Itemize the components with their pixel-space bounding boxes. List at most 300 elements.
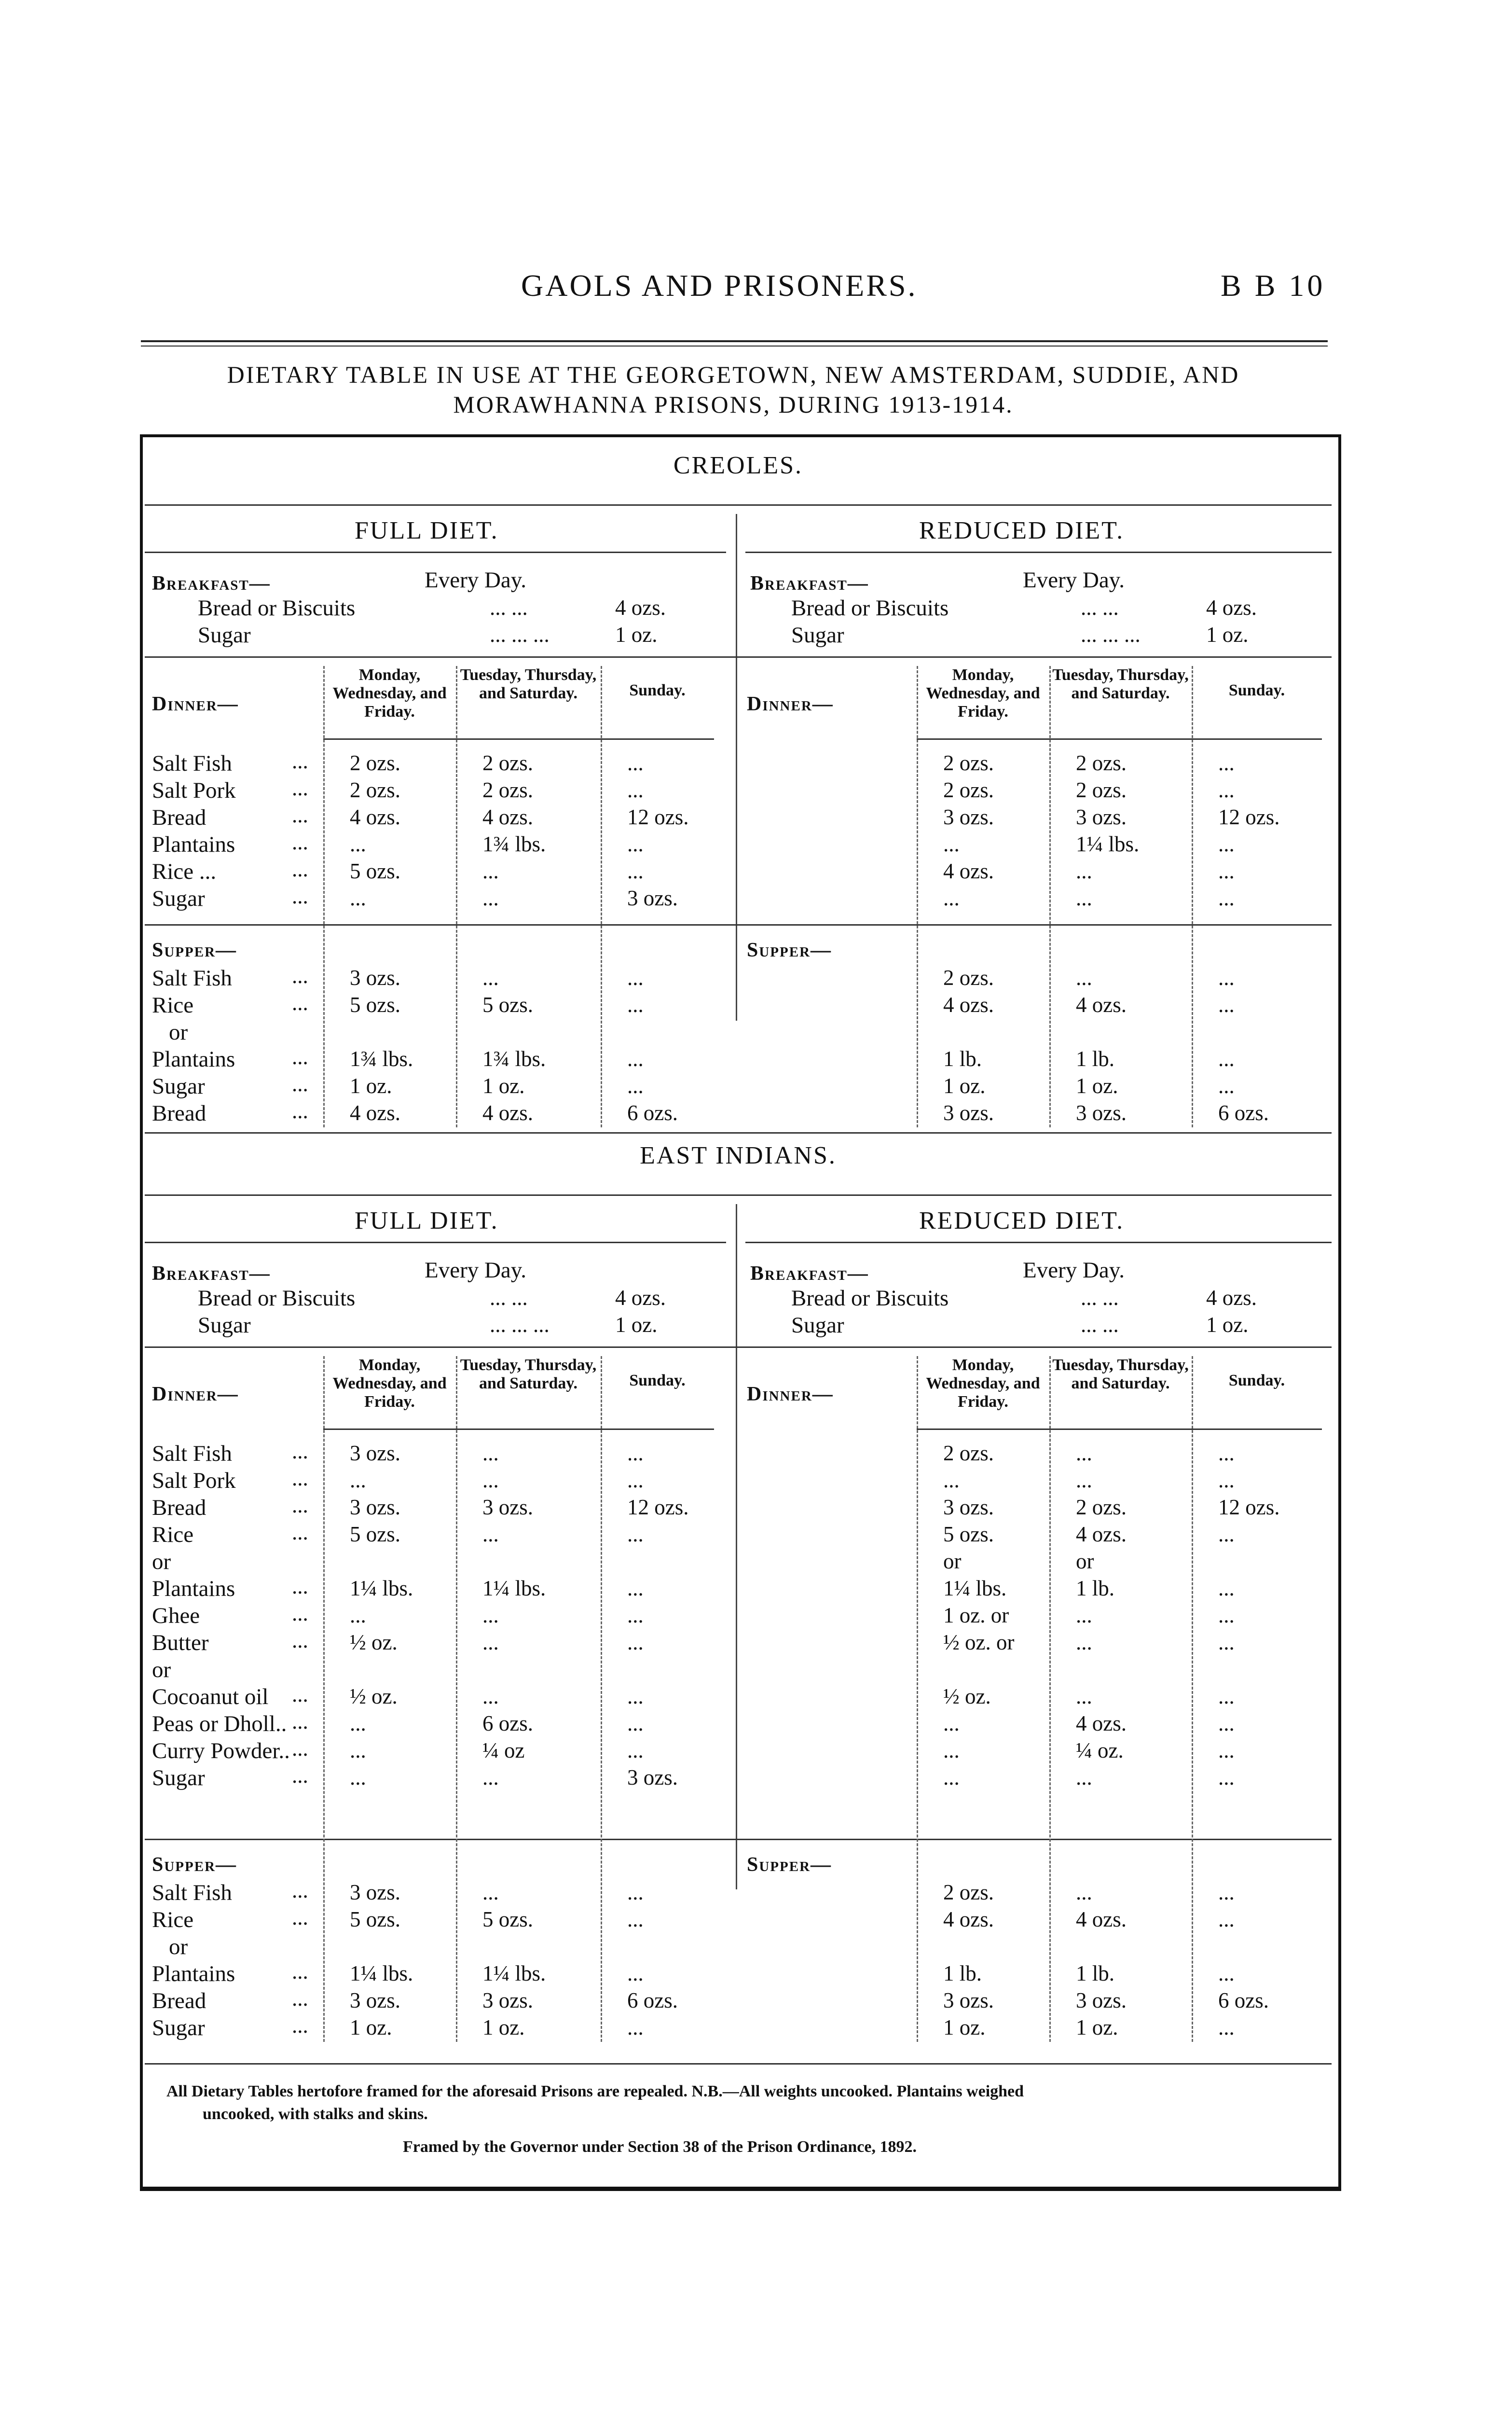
east_indians-full-dinner-5-1: 1¼ lbs. bbox=[350, 1576, 413, 1600]
east_indians-full-dinner-5-2: 1¼ lbs. bbox=[482, 1576, 546, 1600]
creoles-full_breakfast-value-0: 4 ozs. bbox=[615, 596, 666, 620]
east_indians-full-diet-title: FULL DIET. bbox=[355, 1207, 499, 1234]
east_indians-full-dinner-label: Dinner— bbox=[152, 1383, 239, 1405]
creoles-reduced-supper-label: Supper— bbox=[747, 939, 832, 961]
running-head: GAOLS AND PRISONERS. bbox=[521, 268, 918, 303]
east_indians-full-dinner-item-2: Bread bbox=[152, 1495, 206, 1520]
east_indians-full-dinner-3-3: ... bbox=[627, 1522, 644, 1546]
east_indians-reduced-dinner-5-0: 1¼ lbs. bbox=[943, 1576, 1007, 1600]
creoles-full-dinner-item-3: Plantains bbox=[152, 832, 235, 857]
creoles-dinner-header-rule-right bbox=[917, 738, 1322, 740]
east_indians-reduced-supper-4-2: ... bbox=[1218, 2015, 1235, 2039]
creoles-full-supper-dots-4: ... bbox=[292, 1099, 308, 1123]
east_indians-full-supper-0-2: ... bbox=[482, 1880, 499, 1904]
creoles-reduced_breakfast-item-1: Sugar bbox=[791, 623, 844, 648]
east_indians-full_breakfast-value-1: 1 oz. bbox=[615, 1313, 658, 1337]
east_indians-full-dinner-0-1: 3 ozs. bbox=[350, 1441, 400, 1465]
creoles-full-dinner-item-4: Rice ... bbox=[152, 859, 217, 884]
creoles-full-dinner-5-1: ... bbox=[350, 886, 366, 910]
east_indians-reduced-supper-2-0: 1 lb. bbox=[943, 1961, 982, 1985]
east_indians-full-col-line-0 bbox=[323, 1356, 325, 2042]
creoles-reduced_breakfast-value-1: 1 oz. bbox=[1206, 623, 1249, 647]
east_indians-reduced-dinner-9-2: ... bbox=[1218, 1684, 1235, 1708]
creoles-full-dinner-5-2: ... bbox=[482, 886, 499, 910]
east_indians-full-dinner-9-2: ... bbox=[482, 1684, 499, 1708]
creoles-full-dinner-1-1: 2 ozs. bbox=[350, 778, 400, 802]
creoles-full-supper-0-2: ... bbox=[482, 966, 499, 990]
creoles-full-dinner-dots-3: ... bbox=[292, 830, 308, 854]
creoles-full-supper-0-1: 3 ozs. bbox=[350, 966, 400, 990]
east_indians-full-supper-label: Supper— bbox=[152, 1854, 237, 1876]
east_indians-reduced-dinner-4-0: or bbox=[943, 1549, 962, 1573]
east_indians-reduced-dinner-label: Dinner— bbox=[747, 1383, 834, 1405]
east_indians-full-dinner-item-1: Salt Pork bbox=[152, 1468, 236, 1493]
east_indians-reduced-dinner-7-1: ... bbox=[1076, 1630, 1092, 1654]
east_indians-reduced-supper-1-0: 4 ozs. bbox=[943, 1907, 994, 1931]
creoles-full-dinner-5-3: 3 ozs. bbox=[627, 886, 678, 910]
creoles-full-supper-3-2: 1 oz. bbox=[482, 1074, 525, 1098]
table-title-line-1: DIETARY TABLE IN USE AT THE GEORGETOWN, NEW AMSTERDAM, SUDDIE, AND bbox=[227, 361, 1240, 388]
creoles-full-supper-3-3: ... bbox=[627, 1074, 644, 1098]
creoles-reduced-dinner-2-2: 12 ozs. bbox=[1218, 805, 1280, 829]
east_indians-full-dinner-dots-6: ... bbox=[292, 1601, 308, 1625]
east_indians-full-supper-item-4: Sugar bbox=[152, 2015, 205, 2040]
creoles-reduced-supper-4-1: 3 ozs. bbox=[1076, 1101, 1127, 1125]
east_indians-reduced-dinner-5-1: 1 lb. bbox=[1076, 1576, 1115, 1600]
page-reference: B B 10 bbox=[1221, 268, 1326, 303]
east_indians-full-dinner-10-2: 6 ozs. bbox=[482, 1711, 533, 1735]
east_indians-reduced-dinner-2-2: 12 ozs. bbox=[1218, 1495, 1280, 1519]
east_indians-full-dinner-dots-12: ... bbox=[292, 1763, 308, 1788]
top-rule-2 bbox=[141, 346, 1328, 347]
creoles-full-dinner-1-2: 2 ozs. bbox=[482, 778, 533, 802]
east_indians-reduced-supper-label: Supper— bbox=[747, 1854, 832, 1876]
east_indians-full-dinner-item-0: Salt Fish bbox=[152, 1441, 232, 1466]
creoles-full-dinner-2-2: 4 ozs. bbox=[482, 805, 533, 829]
east_indians-title-rule bbox=[145, 1194, 1332, 1196]
creoles-full-col-line-2 bbox=[601, 666, 602, 1127]
east_indians-reduced_breakfast-label: Breakfast— bbox=[750, 1262, 869, 1285]
creoles-full-colhead-1: Tuesday, Thursday, and Saturday. bbox=[460, 666, 597, 702]
east_indians-reduced-supper-3-2: 6 ozs. bbox=[1218, 1988, 1269, 2012]
creoles-reduced-dinner-4-1: ... bbox=[1076, 859, 1092, 883]
east_indians-full-dinner-dots-11: ... bbox=[292, 1736, 308, 1761]
east_indians-full-supper-item-0: Salt Fish bbox=[152, 1880, 232, 1905]
east_indians-full-supper-3-2: 3 ozs. bbox=[482, 1988, 533, 2012]
east_indians-full-dinner-2-3: 12 ozs. bbox=[627, 1495, 689, 1519]
creoles-full_breakfast-value-1: 1 oz. bbox=[615, 623, 658, 647]
east_indians-full-dinner-11-1: ... bbox=[350, 1738, 366, 1762]
east_indians-reduced-dinner-2-0: 3 ozs. bbox=[943, 1495, 994, 1519]
creoles-full-supper-item-4: Bread bbox=[152, 1101, 206, 1126]
east_indians-full-dinner-dots-10: ... bbox=[292, 1709, 308, 1733]
creoles-full-supper-dots-2: ... bbox=[292, 1045, 308, 1069]
east_indians-full-dinner-item-4: or bbox=[152, 1549, 171, 1574]
creoles-full-dinner-0-2: 2 ozs. bbox=[482, 751, 533, 775]
creoles-reduced_breakfast-item-0: Bread or Biscuits bbox=[791, 596, 949, 621]
table-title-line-2: MORAWHANNA PRISONS, DURING 1913-1914. bbox=[453, 391, 1014, 418]
creoles-full-dinner-1-3: ... bbox=[627, 778, 644, 802]
east_indians-reduced-supper-2-2: ... bbox=[1218, 1961, 1235, 1985]
east_indians-full-dinner-11-3: ... bbox=[627, 1738, 644, 1762]
east_indians-reduced-colhead-1: Tuesday, Thursday, and Saturday. bbox=[1052, 1356, 1189, 1392]
creoles-diet-rule-left bbox=[145, 552, 726, 553]
east_indians-full-supper-1-1: 5 ozs. bbox=[350, 1907, 400, 1931]
east_indians-full-supper-2-2: 1¼ lbs. bbox=[482, 1961, 546, 1985]
east_indians-full-supper-1-2: 5 ozs. bbox=[482, 1907, 533, 1931]
east_indians-full-dinner-item-12: Sugar bbox=[152, 1765, 205, 1790]
creoles-section-title: CREOLES. bbox=[673, 452, 803, 479]
creoles-full-supper-0-3: ... bbox=[627, 966, 644, 990]
east_indians-full-dinner-7-2: ... bbox=[482, 1630, 499, 1654]
east_indians-full-dinner-0-2: ... bbox=[482, 1441, 499, 1465]
east_indians-full-supper-1-3: ... bbox=[627, 1907, 644, 1931]
east_indians-reduced-diet-title: REDUCED DIET. bbox=[919, 1207, 1125, 1234]
creoles-full-colhead-0: Monday, Wednesday, and Friday. bbox=[332, 666, 447, 721]
east_indians-full-supper-2-3: ... bbox=[627, 1961, 644, 1985]
creoles-reduced-dinner-2-1: 3 ozs. bbox=[1076, 805, 1127, 829]
creoles-full_breakfast-day: Every Day. bbox=[425, 568, 526, 593]
creoles-full-dinner-3-1: ... bbox=[350, 832, 366, 856]
creoles-reduced_breakfast-label: Breakfast— bbox=[750, 572, 869, 595]
creoles-diet-rule-right bbox=[745, 552, 1332, 553]
creoles-reduced-dinner-4-0: 4 ozs. bbox=[943, 859, 994, 883]
creoles-full-dinner-2-3: 12 ozs. bbox=[627, 805, 689, 829]
east_indians-full-dinner-2-1: 3 ozs. bbox=[350, 1495, 400, 1519]
creoles-full-dinner-dots-2: ... bbox=[292, 803, 308, 827]
creoles-full-dinner-4-1: 5 ozs. bbox=[350, 859, 400, 883]
footnote-line-3: Framed by the Governor under Section 38 of the Prison Ordinance, 1892. bbox=[403, 2138, 917, 2156]
creoles-full-supper-2-3: ... bbox=[627, 1047, 644, 1071]
east_indians-reduced-dinner-11-2: ... bbox=[1218, 1738, 1235, 1762]
east_indians-full-dinner-7-3: ... bbox=[627, 1630, 644, 1654]
creoles-full-dinner-dots-5: ... bbox=[292, 884, 308, 908]
creoles-reduced_breakfast-day: Every Day. bbox=[1023, 568, 1125, 593]
east_indians-full-dinner-9-1: ½ oz. bbox=[350, 1684, 398, 1708]
east_indians-full_breakfast-item-1: Sugar bbox=[198, 1313, 251, 1338]
creoles-reduced-supper-1-2: ... bbox=[1218, 993, 1235, 1017]
creoles-reduced-col-line-0 bbox=[917, 666, 918, 1127]
east_indians-full-supper-item-1: Rice bbox=[152, 1907, 194, 1932]
east_indians-reduced-supper-2-1: 1 lb. bbox=[1076, 1961, 1115, 1985]
creoles-reduced-dinner-0-0: 2 ozs. bbox=[943, 751, 994, 775]
east_indians-reduced-supper-1-2: ... bbox=[1218, 1907, 1235, 1931]
creoles-full-supper-dots-0: ... bbox=[292, 964, 308, 988]
creoles-reduced-dinner-3-2: ... bbox=[1218, 832, 1235, 856]
east_indians-reduced_breakfast-value-1: 1 oz. bbox=[1206, 1313, 1249, 1337]
east_indians-reduced-supper-3-0: 3 ozs. bbox=[943, 1988, 994, 2012]
east_indians-full-supper-dots-2: ... bbox=[292, 1959, 308, 1983]
creoles-full-dinner-3-3: ... bbox=[627, 832, 644, 856]
creoles-reduced-dinner-5-2: ... bbox=[1218, 886, 1235, 910]
east_indians-full-supper-3-3: 6 ozs. bbox=[627, 1988, 678, 2012]
east_indians-reduced-dinner-3-2: ... bbox=[1218, 1522, 1235, 1546]
east_indians-breakfast-rule bbox=[145, 1346, 1332, 1348]
creoles-full-col-line-0 bbox=[323, 666, 325, 1127]
east_indians-full-dinner-12-1: ... bbox=[350, 1765, 366, 1789]
east_indians-reduced-dinner-12-0: ... bbox=[943, 1765, 960, 1789]
east_indians-full-dinner-3-1: 5 ozs. bbox=[350, 1522, 400, 1546]
creoles-full-supper-1-1: 5 ozs. bbox=[350, 993, 400, 1017]
creoles-reduced_breakfast-value-0: 4 ozs. bbox=[1206, 596, 1257, 620]
east_indians-reduced-supper-0-2: ... bbox=[1218, 1880, 1235, 1904]
east_indians-section-title: EAST INDIANS. bbox=[640, 1142, 837, 1169]
creoles-reduced-supper-3-0: 1 oz. bbox=[943, 1074, 986, 1098]
creoles-reduced-diet-title: REDUCED DIET. bbox=[919, 517, 1125, 544]
creoles-reduced-dinner-5-1: ... bbox=[1076, 886, 1092, 910]
east_indians-reduced-supper-4-0: 1 oz. bbox=[943, 2015, 986, 2039]
creoles-full-supper-1-2: 5 ozs. bbox=[482, 993, 533, 1017]
creoles-reduced-colhead-2: Sunday. bbox=[1228, 681, 1285, 699]
east_indians-full-dinner-5-3: ... bbox=[627, 1576, 644, 1600]
creoles-reduced-supper-4-0: 3 ozs. bbox=[943, 1101, 994, 1125]
east_indians-full-dinner-item-11: Curry Powder.. bbox=[152, 1738, 290, 1763]
east_indians-full-dinner-7-1: ½ oz. bbox=[350, 1630, 398, 1654]
east_indians-full-dinner-1-3: ... bbox=[627, 1468, 644, 1492]
east_indians-full_breakfast-dots-0: ... ... bbox=[490, 1286, 528, 1310]
east_indians-reduced-dinner-6-0: 1 oz. or bbox=[943, 1603, 1009, 1627]
creoles-full-supper-4-1: 4 ozs. bbox=[350, 1101, 400, 1125]
creoles-supper-rule bbox=[145, 924, 1332, 926]
creoles-reduced-supper-3-2: ... bbox=[1218, 1074, 1235, 1098]
east_indians-diet-rule-left bbox=[145, 1242, 726, 1243]
east_indians-full-dinner-dots-7: ... bbox=[292, 1628, 308, 1652]
creoles-full-supper-dots-1: ... bbox=[292, 991, 308, 1015]
east_indians-full-colhead-1: Tuesday, Thursday, and Saturday. bbox=[460, 1356, 597, 1392]
creoles-full-supper-2-1: 1¾ lbs. bbox=[350, 1047, 413, 1071]
east_indians-reduced-dinner-12-1: ... bbox=[1076, 1765, 1092, 1789]
creoles-full-dinner-item-2: Bread bbox=[152, 805, 206, 830]
creoles-reduced-supper-3-1: 1 oz. bbox=[1076, 1074, 1118, 1098]
creoles-full-dinner-item-0: Salt Fish bbox=[152, 751, 232, 776]
creoles-full-supper-item-3: Sugar bbox=[152, 1074, 205, 1099]
east_indians-reduced_breakfast-day: Every Day. bbox=[1023, 1258, 1125, 1283]
creoles-full-supper-2-2: 1¾ lbs. bbox=[482, 1047, 546, 1071]
creoles-title-rule bbox=[145, 504, 1332, 506]
creoles-full-supper-item-0: Salt Fish bbox=[152, 966, 232, 991]
east_indians-reduced-dinner-5-2: ... bbox=[1218, 1576, 1235, 1600]
east_indians-full-supper-dots-3: ... bbox=[292, 1986, 308, 2011]
east_indians-reduced-dinner-6-2: ... bbox=[1218, 1603, 1235, 1627]
creoles-reduced-supper-4-2: 6 ozs. bbox=[1218, 1101, 1269, 1125]
east_indians-full-colhead-0: Monday, Wednesday, and Friday. bbox=[332, 1356, 447, 1411]
east_indians-full-dinner-2-2: 3 ozs. bbox=[482, 1495, 533, 1519]
east_indians-reduced-dinner-7-2: ... bbox=[1218, 1630, 1235, 1654]
creoles-full-supper-1-3: ... bbox=[627, 993, 644, 1017]
east_indians-reduced-dinner-0-2: ... bbox=[1218, 1441, 1235, 1465]
east_indians-full-dinner-12-2: ... bbox=[482, 1765, 499, 1789]
east_indians-full-dinner-item-8: or bbox=[152, 1657, 171, 1682]
creoles-full_breakfast-dots-1: ... ... ... bbox=[490, 623, 550, 647]
creoles-full-dinner-0-1: 2 ozs. bbox=[350, 751, 400, 775]
east_indians-full-dinner-6-2: ... bbox=[482, 1603, 499, 1627]
creoles-full-supper-4-2: 4 ozs. bbox=[482, 1101, 533, 1125]
creoles-reduced-supper-0-0: 2 ozs. bbox=[943, 966, 994, 990]
east_indians-reduced-dinner-9-1: ... bbox=[1076, 1684, 1092, 1708]
creoles-full-dinner-dots-1: ... bbox=[292, 776, 308, 800]
east_indians-reduced-dinner-11-1: ¼ oz. bbox=[1076, 1738, 1124, 1762]
creoles-full-dinner-item-1: Salt Pork bbox=[152, 778, 236, 803]
east_indians-reduced-col-line-2 bbox=[1192, 1356, 1193, 2042]
creoles-dinner-header-rule-left bbox=[323, 738, 714, 740]
creoles-reduced-supper-1-0: 4 ozs. bbox=[943, 993, 994, 1017]
creoles-reduced_breakfast-dots-1: ... ... ... bbox=[1081, 623, 1141, 647]
east_indians-reduced_breakfast-value-0: 4 ozs. bbox=[1206, 1286, 1257, 1310]
creoles-reduced_breakfast-dots-0: ... ... bbox=[1081, 596, 1119, 620]
east_indians-full-col-line-2 bbox=[601, 1356, 602, 2042]
creoles-full-supper-item-1: Rice bbox=[152, 993, 194, 1018]
creoles-reduced-dinner-3-0: ... bbox=[943, 832, 960, 856]
east-indians-bottom-rule bbox=[145, 2063, 1332, 2065]
creoles-full-diet-title: FULL DIET. bbox=[355, 517, 499, 544]
creoles-reduced-col-line-2 bbox=[1192, 666, 1193, 1127]
east_indians-reduced-dinner-4-1: or bbox=[1076, 1549, 1094, 1573]
east_indians-supper-rule bbox=[145, 1839, 1332, 1840]
east_indians-full-dinner-dots-3: ... bbox=[292, 1520, 308, 1544]
east_indians-full_breakfast-dots-1: ... ... ... bbox=[490, 1313, 550, 1337]
east_indians-reduced-dinner-3-1: 4 ozs. bbox=[1076, 1522, 1127, 1546]
east_indians-full-supper-dots-4: ... bbox=[292, 2013, 308, 2038]
east_indians-full-colhead-2: Sunday. bbox=[629, 1372, 686, 1389]
east_indians-full-col-line-1 bbox=[456, 1356, 457, 2042]
east_indians-reduced-supper-0-0: 2 ozs. bbox=[943, 1880, 994, 1904]
footnote-line-2: uncooked, with stalks and skins. bbox=[203, 2105, 428, 2123]
east_indians-reduced-supper-4-1: 1 oz. bbox=[1076, 2015, 1118, 2039]
east_indians-reduced-supper-1-1: 4 ozs. bbox=[1076, 1907, 1127, 1931]
creoles-full-col-line-1 bbox=[456, 666, 457, 1127]
creoles-reduced-supper-0-1: ... bbox=[1076, 966, 1092, 990]
creoles-reduced-dinner-3-1: 1¼ lbs. bbox=[1076, 832, 1140, 856]
east_indians-full-dinner-6-1: ... bbox=[350, 1603, 366, 1627]
creoles-full_breakfast-label: Breakfast— bbox=[152, 572, 271, 595]
creoles-full-supper-4-3: 6 ozs. bbox=[627, 1101, 678, 1125]
east_indians-full-dinner-dots-9: ... bbox=[292, 1682, 308, 1706]
east_indians-full-supper-dots-0: ... bbox=[292, 1878, 308, 1902]
creoles-full_breakfast-item-0: Bread or Biscuits bbox=[198, 596, 356, 621]
table-title bbox=[125, 360, 1341, 419]
east_indians-full-dinner-item-6: Ghee bbox=[152, 1603, 200, 1628]
east_indians-reduced-dinner-12-2: ... bbox=[1218, 1765, 1235, 1789]
east_indians-full-dinner-item-9: Cocoanut oil bbox=[152, 1684, 269, 1709]
east_indians-full-supper-item-2: Plantains bbox=[152, 1961, 235, 1986]
east_indians-diet-rule-right bbox=[745, 1242, 1332, 1243]
creoles-reduced-dinner-1-2: ... bbox=[1218, 778, 1235, 802]
east_indians-full-supper-item-3: Bread bbox=[152, 1988, 206, 2013]
east_indians-full-dinner-1-2: ... bbox=[482, 1468, 499, 1492]
east_indians-dinner-header-rule-left bbox=[323, 1428, 714, 1430]
east_indians-full-dinner-6-3: ... bbox=[627, 1603, 644, 1627]
footnote-line-1: All Dietary Tables hertofore framed for the aforesaid Prisons are repealed. N.B.—All weights uncooked. Plantains weighed bbox=[166, 2082, 1024, 2100]
east_indians-full-supper-4-2: 1 oz. bbox=[482, 2015, 525, 2039]
east_indians-reduced-col-line-0 bbox=[917, 1356, 918, 2042]
east_indians-reduced-dinner-10-2: ... bbox=[1218, 1711, 1235, 1735]
creoles-full-dinner-4-2: ... bbox=[482, 859, 499, 883]
east_indians-reduced-col-line-1 bbox=[1049, 1356, 1051, 2042]
creoles-reduced-dinner-2-0: 3 ozs. bbox=[943, 805, 994, 829]
creoles-reduced-dinner-4-2: ... bbox=[1218, 859, 1235, 883]
east_indians-reduced-colhead-0: Monday, Wednesday, and Friday. bbox=[926, 1356, 1040, 1411]
creoles-full-dinner-0-3: ... bbox=[627, 751, 644, 775]
east_indians-reduced-colhead-2: Sunday. bbox=[1228, 1372, 1285, 1389]
creoles-breakfast-rule bbox=[145, 656, 1332, 658]
east_indians-full-supper-or-1: or bbox=[169, 1934, 188, 1959]
creoles-full-dinner-3-2: 1¾ lbs. bbox=[482, 832, 546, 856]
east_indians-full-dinner-dots-2: ... bbox=[292, 1493, 308, 1517]
east_indians-reduced-dinner-10-0: ... bbox=[943, 1711, 960, 1735]
creoles-reduced-supper-2-1: 1 lb. bbox=[1076, 1047, 1115, 1071]
east_indians-full-dinner-item-5: Plantains bbox=[152, 1576, 235, 1601]
east_indians-full-dinner-dots-0: ... bbox=[292, 1439, 308, 1463]
east_indians-reduced-dinner-1-0: ... bbox=[943, 1468, 960, 1492]
creoles-full-supper-dots-3: ... bbox=[292, 1072, 308, 1096]
creoles-full-supper-label: Supper— bbox=[152, 939, 237, 961]
east_indians-reduced-dinner-9-0: ½ oz. bbox=[943, 1684, 991, 1708]
east_indians-full_breakfast-day: Every Day. bbox=[425, 1258, 526, 1283]
east_indians-full-supper-0-3: ... bbox=[627, 1880, 644, 1904]
east_indians-full-dinner-9-3: ... bbox=[627, 1684, 644, 1708]
east_indians-full-supper-dots-1: ... bbox=[292, 1905, 308, 1929]
east_indians-full-dinner-1-1: ... bbox=[350, 1468, 366, 1492]
east_indians-full-dinner-item-3: Rice bbox=[152, 1522, 194, 1547]
creoles-full-colhead-2: Sunday. bbox=[629, 681, 686, 699]
east_indians-reduced-dinner-6-1: ... bbox=[1076, 1603, 1092, 1627]
creoles-full-supper-or-1: or bbox=[169, 1020, 188, 1045]
east_indians-full-supper-2-1: 1¼ lbs. bbox=[350, 1961, 413, 1985]
east_indians-reduced_breakfast-dots-1: ... ... bbox=[1081, 1313, 1119, 1337]
creoles-reduced-dinner-1-1: 2 ozs. bbox=[1076, 778, 1127, 802]
creoles-reduced-supper-1-1: 4 ozs. bbox=[1076, 993, 1127, 1017]
creoles-reduced-dinner-0-2: ... bbox=[1218, 751, 1235, 775]
creoles-reduced-supper-0-2: ... bbox=[1218, 966, 1235, 990]
creoles-full_breakfast-item-1: Sugar bbox=[198, 623, 251, 648]
creoles-reduced-colhead-1: Tuesday, Thursday, and Saturday. bbox=[1052, 666, 1189, 702]
east_indians-center-divider bbox=[736, 1204, 737, 1889]
east_indians-full-supper-0-1: 3 ozs. bbox=[350, 1880, 400, 1904]
creoles-full-supper-item-2: Plantains bbox=[152, 1047, 235, 1072]
east_indians-reduced-dinner-3-0: 5 ozs. bbox=[943, 1522, 994, 1546]
creoles-full-dinner-dots-4: ... bbox=[292, 857, 308, 881]
east_indians-reduced-dinner-1-2: ... bbox=[1218, 1468, 1235, 1492]
creoles-full-supper-3-1: 1 oz. bbox=[350, 1074, 392, 1098]
east_indians-reduced-supper-0-1: ... bbox=[1076, 1880, 1092, 1904]
east_indians-full-dinner-item-10: Peas or Dholl.. bbox=[152, 1711, 287, 1736]
east_indians-full-supper-3-1: 3 ozs. bbox=[350, 1988, 400, 2012]
creoles-reduced-col-line-1 bbox=[1049, 666, 1051, 1127]
east_indians-reduced_breakfast-item-1: Sugar bbox=[791, 1313, 844, 1338]
creoles-reduced-supper-2-0: 1 lb. bbox=[943, 1047, 982, 1071]
creoles-full-dinner-label: Dinner— bbox=[152, 693, 239, 715]
east_indians-reduced-supper-3-1: 3 ozs. bbox=[1076, 1988, 1127, 2012]
east_indians-reduced-dinner-10-1: 4 ozs. bbox=[1076, 1711, 1127, 1735]
east_indians-full-dinner-12-3: 3 ozs. bbox=[627, 1765, 678, 1789]
east_indians-full-supper-4-3: ... bbox=[627, 2015, 644, 2039]
top-rule bbox=[141, 340, 1328, 342]
east_indians-dinner-header-rule-right bbox=[917, 1428, 1322, 1430]
east_indians-reduced-dinner-0-1: ... bbox=[1076, 1441, 1092, 1465]
creoles-reduced-dinner-1-0: 2 ozs. bbox=[943, 778, 994, 802]
creoles-full-dinner-dots-0: ... bbox=[292, 749, 308, 773]
creoles-reduced-dinner-label: Dinner— bbox=[747, 693, 834, 715]
creoles-reduced-colhead-0: Monday, Wednesday, and Friday. bbox=[926, 666, 1040, 721]
east_indians-reduced-dinner-2-1: 2 ozs. bbox=[1076, 1495, 1127, 1519]
creoles-reduced-supper-2-2: ... bbox=[1218, 1047, 1235, 1071]
east_indians-full-dinner-0-3: ... bbox=[627, 1441, 644, 1465]
creoles-bottom-rule bbox=[145, 1132, 1332, 1134]
creoles-full-dinner-item-5: Sugar bbox=[152, 886, 205, 911]
east_indians-full_breakfast-value-0: 4 ozs. bbox=[615, 1286, 666, 1310]
creoles-reduced-dinner-0-1: 2 ozs. bbox=[1076, 751, 1127, 775]
creoles-full-dinner-4-3: ... bbox=[627, 859, 644, 883]
